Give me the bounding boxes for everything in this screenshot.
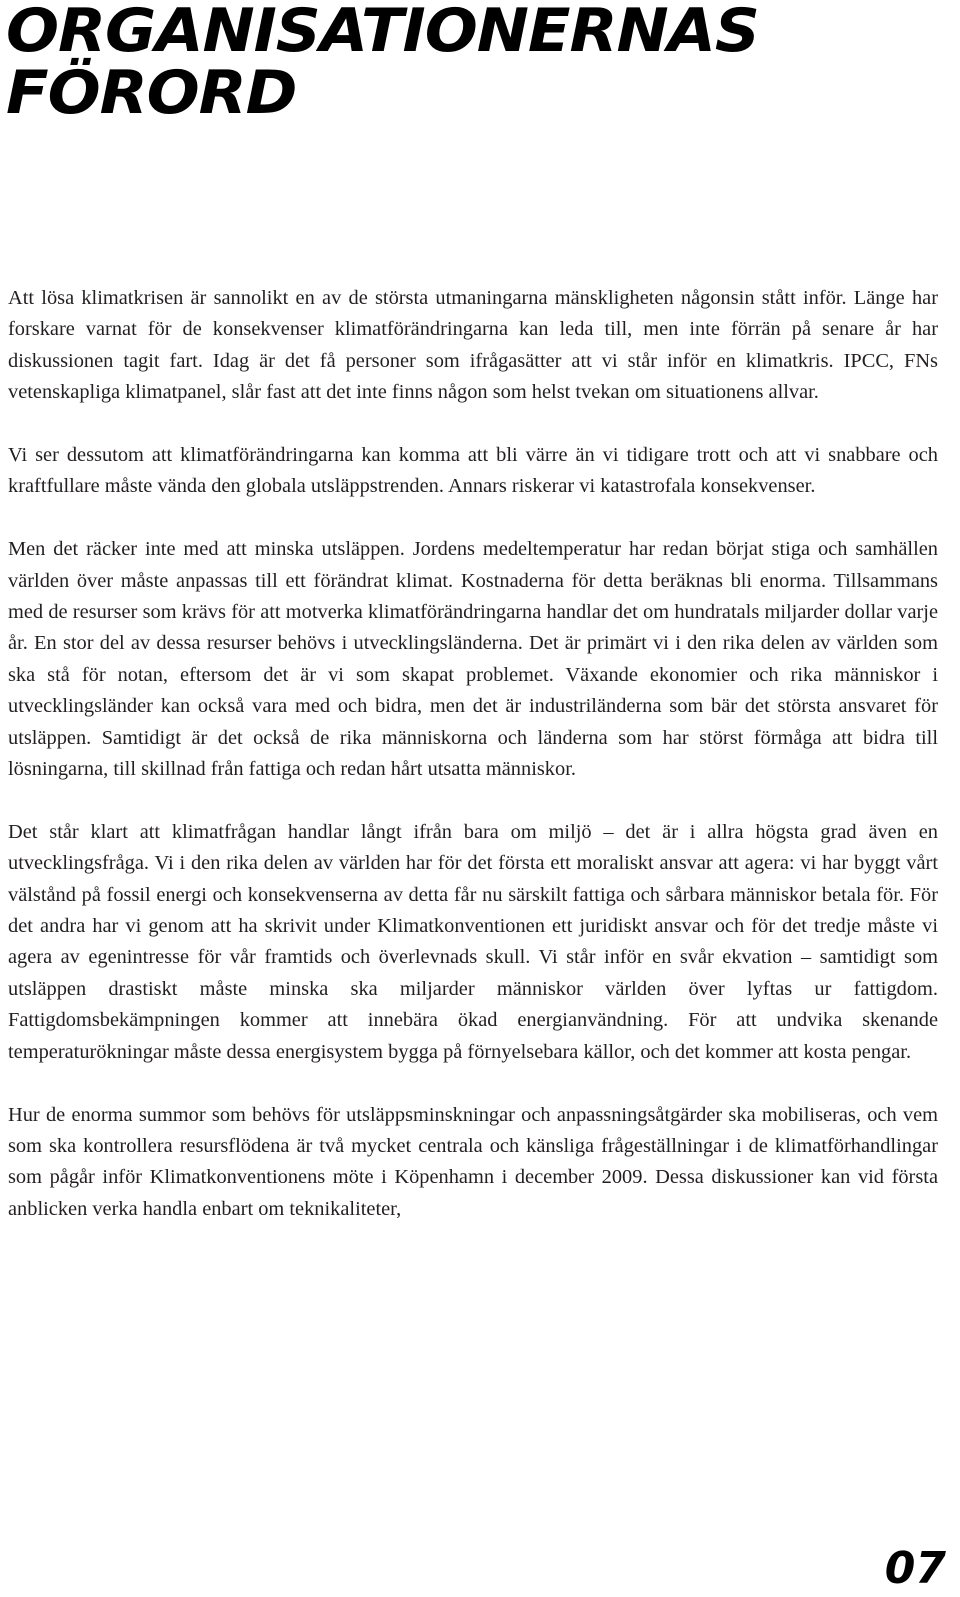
body-text	[8, 283, 938, 1257]
paragraph-2: Vi ser dessutom att klimatförändringarna kan komma att bli värre än vi tidigare trott och att vi snabbare och kraftfullare måste vända den globala utsläppstrenden. Annars riskerar vi katastrofala konsekvenser.	[8, 444, 938, 498]
paragraph-5: Hur de enorma summor som behövs för utsläppsminskningar och anpassningsåtgärder ska mobiliseras, och vem som ska kontrollera resursflödena är två mycket centrala och känsliga frågeställningar i de klimatförhandlingar som pågår inför Klimatkonventionens möte i Köpenhamn i december 2009. Dessa diskussioner kan vid första anblicken verka handla enbart om teknikaliteter,	[8, 1103, 938, 1220]
page-title	[6, 0, 759, 128]
page-number: 07	[884, 1543, 946, 1594]
paragraph-3: Men det räcker inte med att minska utsläppen. Jordens medeltemperatur har redan börjat stiga och samhällen världen över måste anpassas till ett förändrat klimat. Kostnaderna för detta beräknas bli enorma. Tillsammans med de resurser som krävs för att motverka klimatförändringarna handlar det om hundratals miljarder dollar varje år. En stor del av dessa resurser behövs i utvecklingsländerna. Det är primärt vi i den rika delen av världen som ska stå för notan, eftersom det är vi som skapat problemet. Växande ekonomier och rika människor i utvecklingsländer kan också vara med och bidra, men det är industriländerna som bär det största ansvaret för utsläppen. Samtidigt är det också de rika människorna och länderna som har störst förmåga att bidra till lösningarna, till skillnad från fattiga och redan hårt utsatta människor.	[8, 538, 938, 781]
paragraph-4: Det står klart att klimatfrågan handlar långt ifrån bara om miljö – det är i allra högsta grad även en utvecklingsfråga. Vi i den rika delen av världen har för det första ett moraliskt ansvar att agera: vi har byggt vårt välstånd på fossil energi och konsekvenserna av detta får nu särskilt fattiga och sårbara människor betala för. För det andra har vi genom att ha skrivit under Klimatkonventionen ett juridiskt ansvar och för det tredje måste vi agera av egenintresse för vår framtids och överlevnads skull. Vi står inför en svår ekvation – samtidigt som utsläppen drastiskt måste minska ska miljarder människor världen över lyftas ur fattigdom. Fattigdomsbekämpningen kommer att innebära ökad energianvändning. För att undvika skenande temperaturökningar måste dessa energisystem bygga på förnyelsebara källor, och det kommer att kosta pengar.	[8, 820, 938, 1063]
paragraph-1: Att lösa klimatkrisen är sannolikt en av de största utmaningarna mänskligheten någonsin stått inför. Länge har forskare varnat för de konsekvenser klimatförändringarna kan leda till, men inte förrän på senare år har diskussionen tagit fart. Idag är det få personer som ifrågasätter att vi står inför en klimatkris. IPCC, FNs vetenskapliga klimatpanel, slår fast att det inte finns någon som helst tvekan om situationens allvar.	[8, 287, 938, 404]
title-line-1: ORGANISATIONERNAS	[6, 0, 759, 66]
title-line-2: FÖRORD	[6, 58, 297, 128]
